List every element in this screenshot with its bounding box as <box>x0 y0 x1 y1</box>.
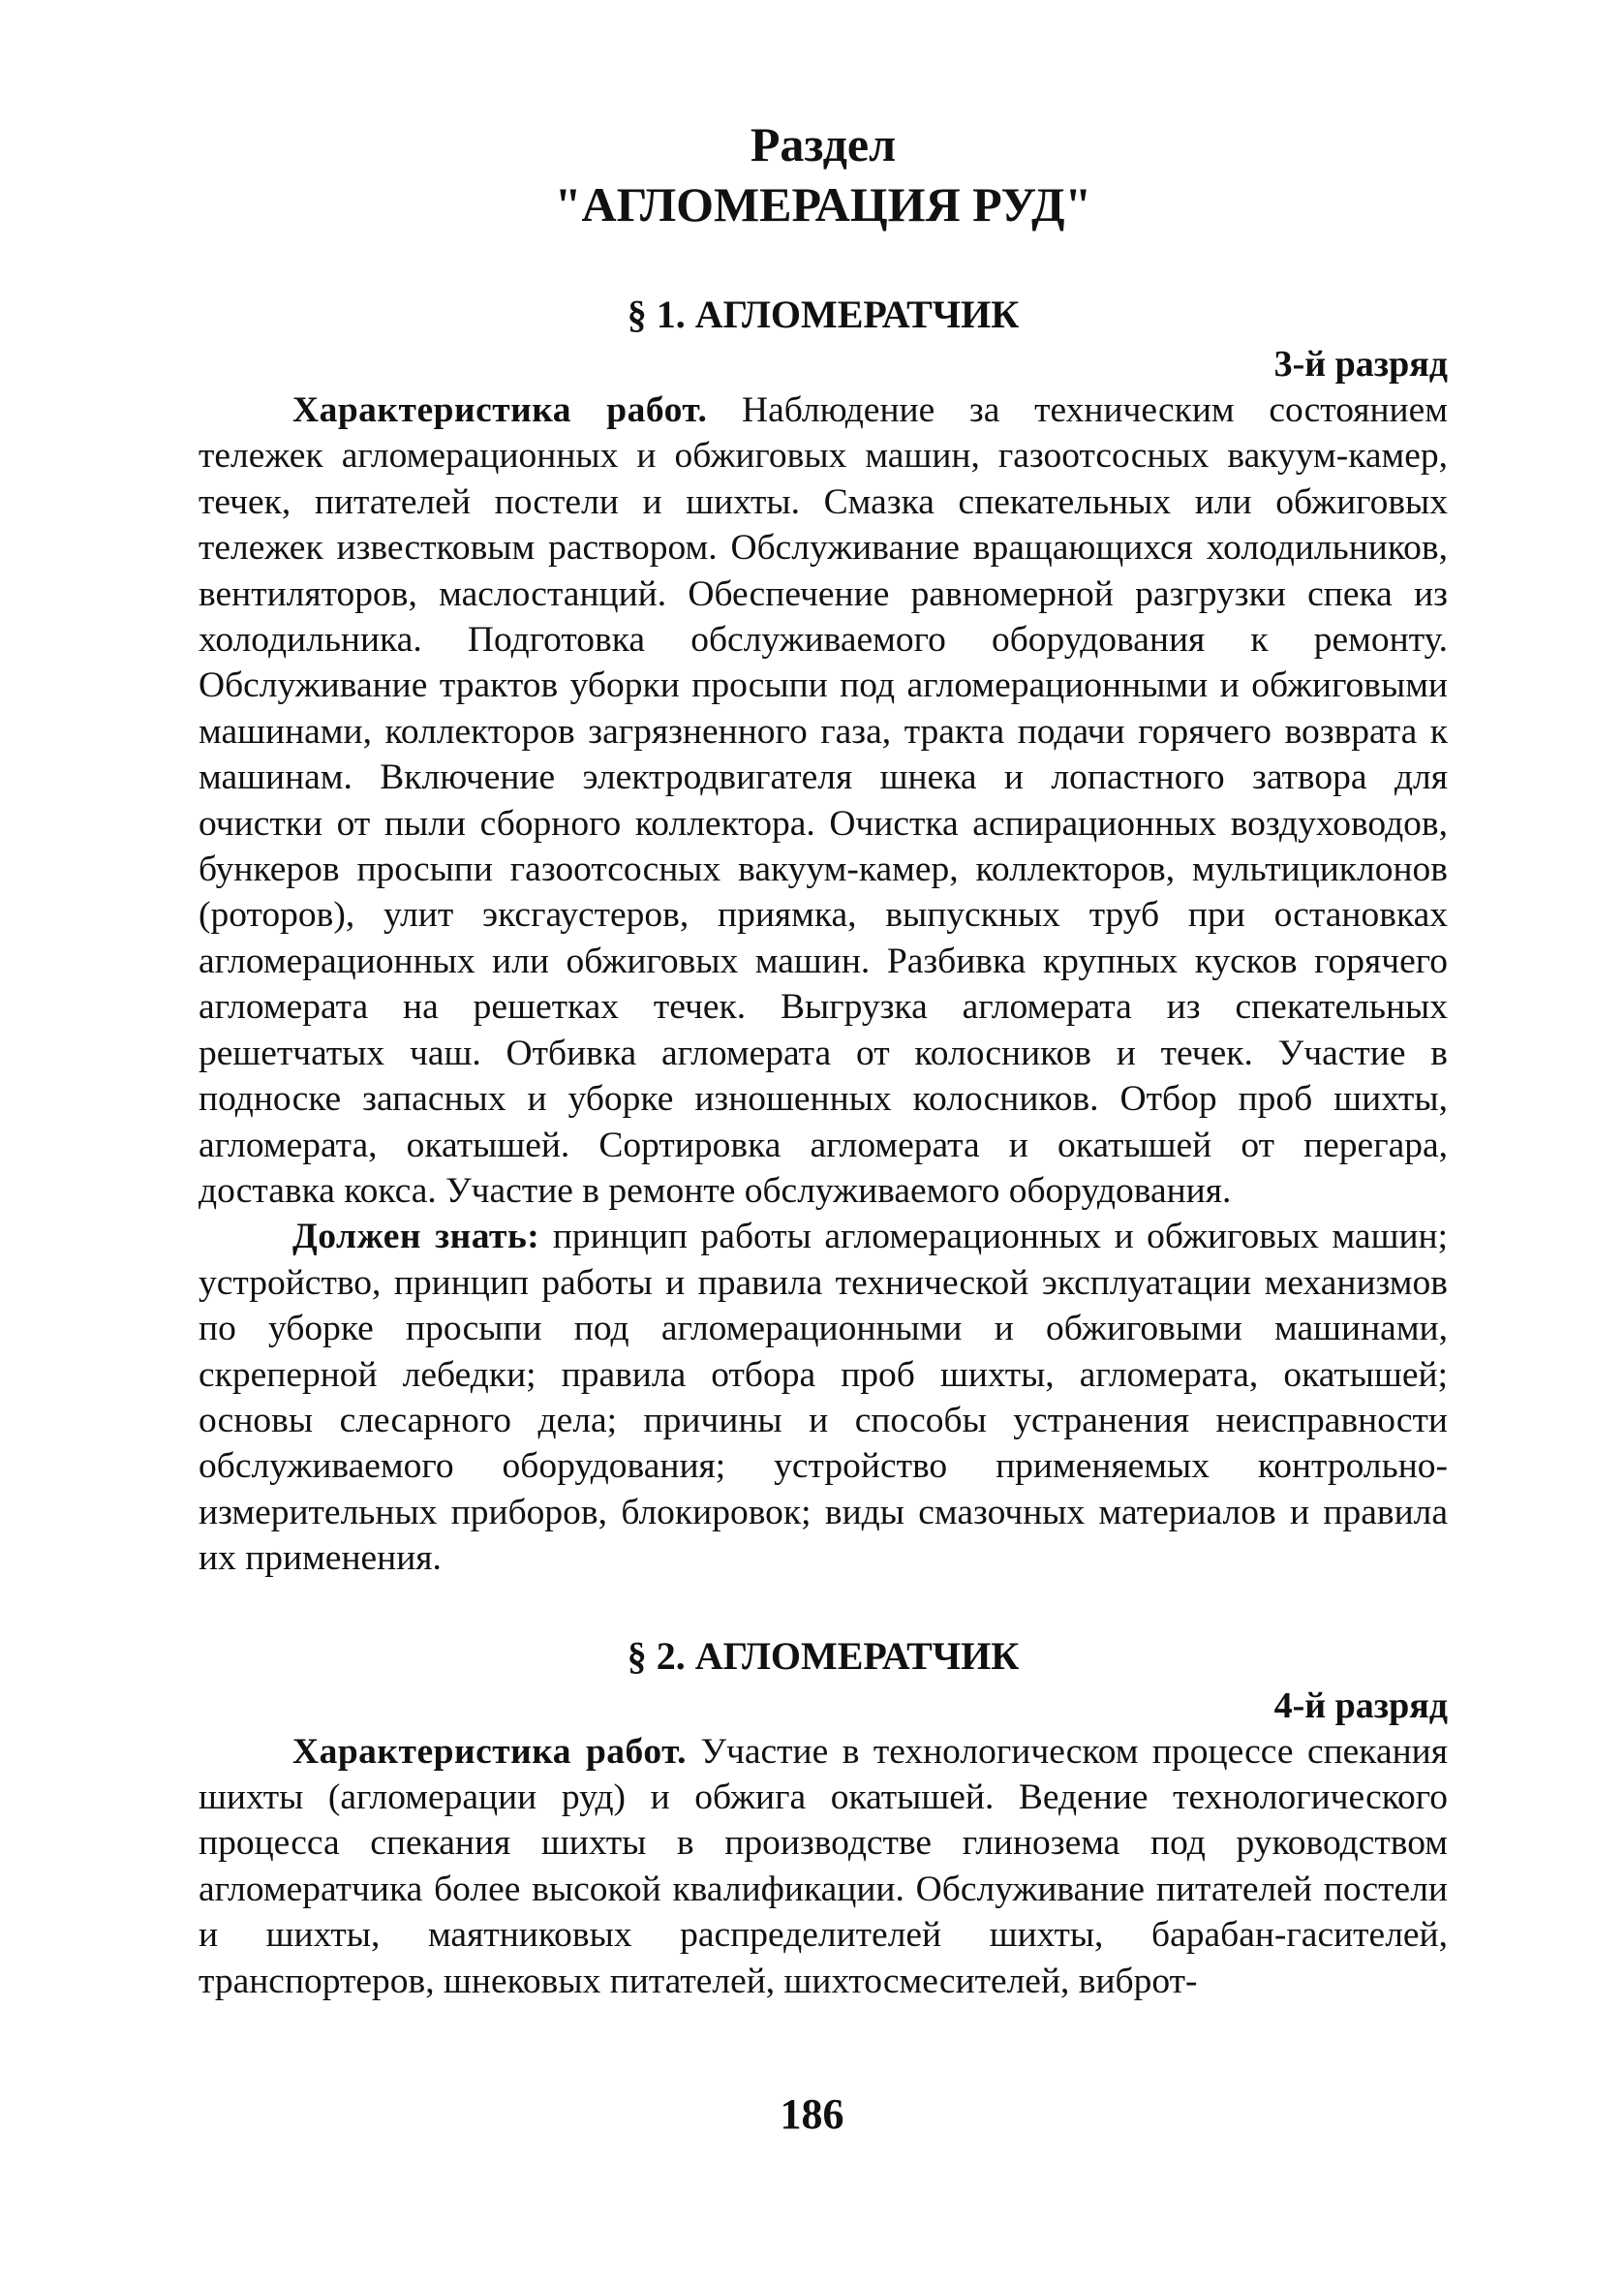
section-1-knowledge-label: Должен знать: <box>292 1217 540 1257</box>
section-1-knowledge <box>199 1214 1448 1581</box>
part-title-label: Раздел <box>750 117 897 171</box>
part-title-name: "АГЛОМЕРАЦИЯ РУД" <box>554 177 1092 232</box>
section-2-characteristics-text: Участие в технологическом процессе спекания шихты (агломерации руд) и обжига окатышей. Ведение технологического процесса спекания шихты в производстве глинозема под руководством агломератчика более высокой квалификации. Обслуживание питателей постели и шихты, маятниковых распределителей шихты, барабан-гасителей, транспортеров, шнековых питателей, шихтосмесителей, виброт- <box>199 1731 1448 2001</box>
section-1-knowledge-text: принцип работы агломерационных и обжиговых машин; устройство, принцип работы и правила технической эксплуатации механизмов по уборке просыпи под агломерационными и обжиговыми машинами, скреперной лебедки; правила отбора проб шихты, агломерата, окатышей; основы слесарного дела; причины и способы устранения неисправности обслуживаемого оборудования; устройство применяемых контрольно-измерительных приборов, блокировок; виды смазочных материалов и правила их применения. <box>199 1217 1448 1579</box>
section-2-characteristics <box>199 1729 1448 2004</box>
page-number: 186 <box>780 2090 844 2138</box>
section-2-heading: § 2. АГЛОМЕРАТЧИК <box>627 1633 1020 1678</box>
section-1-grade: 3-й разряд <box>1273 344 1448 385</box>
page-content <box>199 114 1448 2004</box>
section-2-characteristics-label: Характеристика работ. <box>292 1731 688 1772</box>
section-1-heading: § 1. АГЛОМЕРАТЧИК <box>627 293 1020 336</box>
section-1-characteristics-text: Наблюдение за техническим состоянием тележек агломерационных и обжиговых машин, газоотсосных вакуум-камер, течек, питателей постели и шихты. Смазка спекательных или обжиговых тележек известковым раствором. Обслуживание вращающихся холодильников, вентиляторов, маслостанций. Обеспечение равномерной разгрузки спека из холодильника. Подготовка обслуживаемого оборудования к ремонту. Обслуживание трактов уборки просыпи под агломерационными и обжиговыми машинами, коллекторов загрязненного газа, тракта подачи горячего возврата к машинам. Включение электродвигателя шнека и лопастного затвора для очистки от пыли сборного коллектора. Очистка аспирационных воздуховодов, бункеров просыпи газоотсосных вакуум-камер, коллекторов, мультициклонов (роторов), улит эксгаустеров, приямка, выпускных труб при остановках агломерационных или обжиговых машин. Разбивка крупных кусков горячего агломерата на решетках течек. Выгрузка агломерата из спекательных решетчатых чаш. Отбивка агломерата от колосников и течек. Участие в подноске запасных и уборке изношенных колосников. Отбор проб шихты, агломерата, окатышей. Сортировка агломерата и окатышей от перегара, доставка кокса. Участие в ремонте обслуживаемого оборудования. <box>199 390 1448 1211</box>
section-1-characteristics-label: Характеристика работ. <box>292 390 708 430</box>
section-1-characteristics <box>199 387 1448 1214</box>
section-2-grade: 4-й разряд <box>1273 1684 1448 1726</box>
